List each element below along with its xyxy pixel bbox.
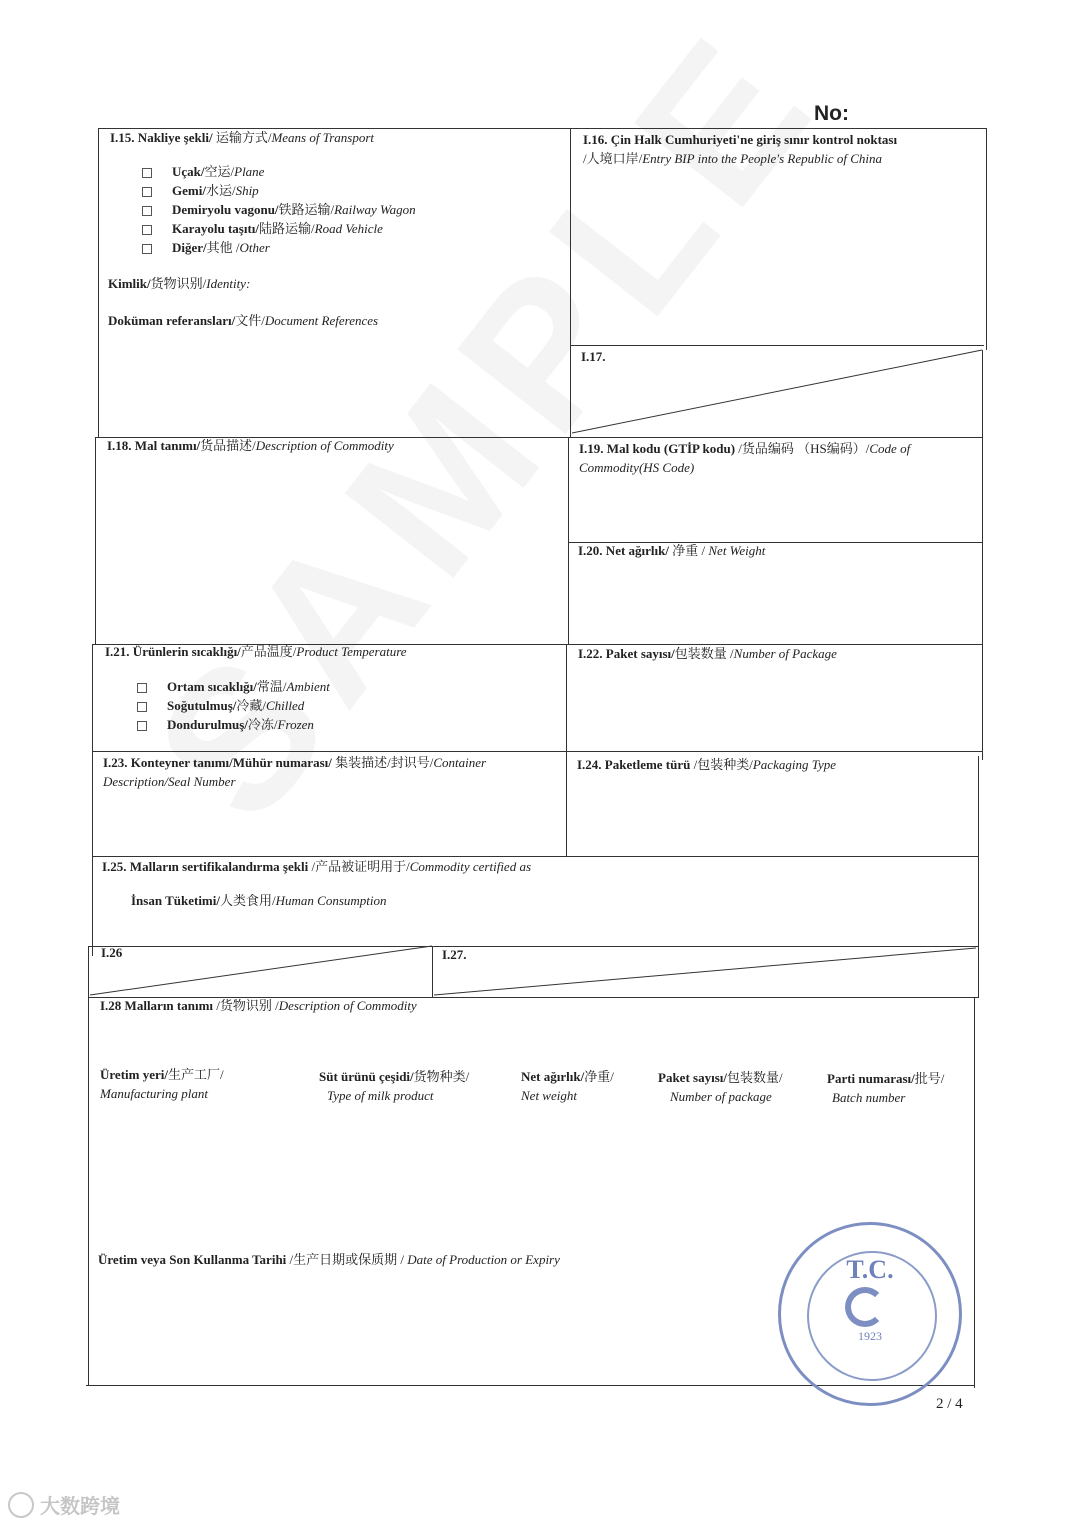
i25-header: I.25. Malların sertifikalandırma şekli /产品被证明用于/Commodity certified as [102, 859, 532, 874]
official-stamp: T.C. 1923 [778, 1222, 962, 1406]
source-logo: 大数跨境 [8, 1490, 120, 1519]
document-references-label: Doküman referansları/文件/Document References [108, 313, 379, 328]
transport-option-other[interactable]: Diğer/其他 /Other [142, 238, 416, 257]
crescent-icon [845, 1287, 885, 1327]
transport-option-ship[interactable]: Gemi/水运/Ship [142, 181, 416, 200]
i21-header: I.21. Ürünlerin sıcaklığı/产品温度/Product Temperature [105, 644, 407, 659]
checkbox[interactable] [142, 206, 152, 216]
i16-header: I.16. Çin Halk Cumhuriyeti'ne giriş sınır kontrol noktası /人境口岸/Entry BIP into the People's Republic of China [583, 132, 898, 166]
i24-header: I.24. Paketleme türü /包装种类/Packaging Type [577, 757, 837, 772]
column-net-weight: Net ağırlık/净重/ Net weight [521, 1069, 614, 1103]
i18-header: I.18. Mal tanımı/货品描述/Description of Commodity [107, 438, 394, 453]
i20-header: I.20. Net ağırlık/ 净重 / Net Weight [578, 543, 766, 558]
checkbox[interactable] [142, 225, 152, 235]
i27-label: I.27. [442, 947, 467, 962]
identity-label: Kimlik/货物识别/Identity: [108, 276, 251, 291]
i22-header: I.22. Paket sayısı/包装数量 /Number of Package [578, 646, 837, 661]
checkbox[interactable] [142, 187, 152, 197]
checkbox[interactable] [142, 168, 152, 178]
transport-option-road[interactable]: Karayolu taşıtı/陆路运输/Road Vehicle [142, 219, 416, 238]
i17-label: I.17. [581, 349, 606, 364]
transport-options [142, 162, 416, 257]
temperature-option-frozen[interactable]: Dondurulmuş/冷冻/Frozen [137, 715, 330, 734]
page-number: 2 / 4 [936, 1396, 963, 1412]
column-milk-product-type: Süt ürünü çeşidi/货物种类/ Type of milk product [319, 1069, 470, 1103]
column-manufacturing-plant: Üretim yeri/生产工厂/ Manufacturing plant [100, 1067, 224, 1101]
i28-header: I.28 Malların tanımı /货物识别 /Description of Commodity [100, 998, 417, 1013]
transport-option-plane[interactable]: Uçak/空运/Plane [142, 162, 416, 181]
document-number-label: No: [814, 102, 849, 125]
i25-value: İnsan Tüketimi/人类食用/Human Consumption [131, 893, 387, 908]
checkbox[interactable] [137, 721, 147, 731]
i26-label: I.26 [101, 945, 123, 960]
i23-header: I.23. Konteyner tanımı/Mühür numarası/ 集装描述/封识号/Container Description/Seal Number [103, 755, 487, 789]
checkbox[interactable] [137, 702, 147, 712]
transport-option-railway[interactable]: Demiryolu vagonu/铁路运输/Railway Wagon [142, 200, 416, 219]
logo-icon [8, 1492, 34, 1518]
column-batch-number: Parti numarası/批号/ Batch number [827, 1071, 945, 1105]
column-package-count: Paket sayısı/包装数量/ Number of package [658, 1070, 783, 1104]
temperature-option-ambient[interactable]: Ortam sıcaklığı/常温/Ambient [137, 677, 330, 696]
checkbox[interactable] [137, 683, 147, 693]
temperature-option-chilled[interactable]: Soğutulmuş/冷藏/Chilled [137, 696, 330, 715]
i15-header: I.15. Nakliye şekli/ 运输方式/Means of Transport [110, 130, 375, 145]
checkbox[interactable] [142, 244, 152, 254]
production-expiry-date-label: Üretim veya Son Kullanma Tarihi /生产日期或保质期 / Date of Production or Expiry [98, 1252, 560, 1267]
i19-header: I.19. Mal kodu (GTİP kodu) /货品编码 （HS编码）/Code of Commodity(HS Code) [579, 441, 911, 475]
temperature-options [137, 677, 330, 734]
